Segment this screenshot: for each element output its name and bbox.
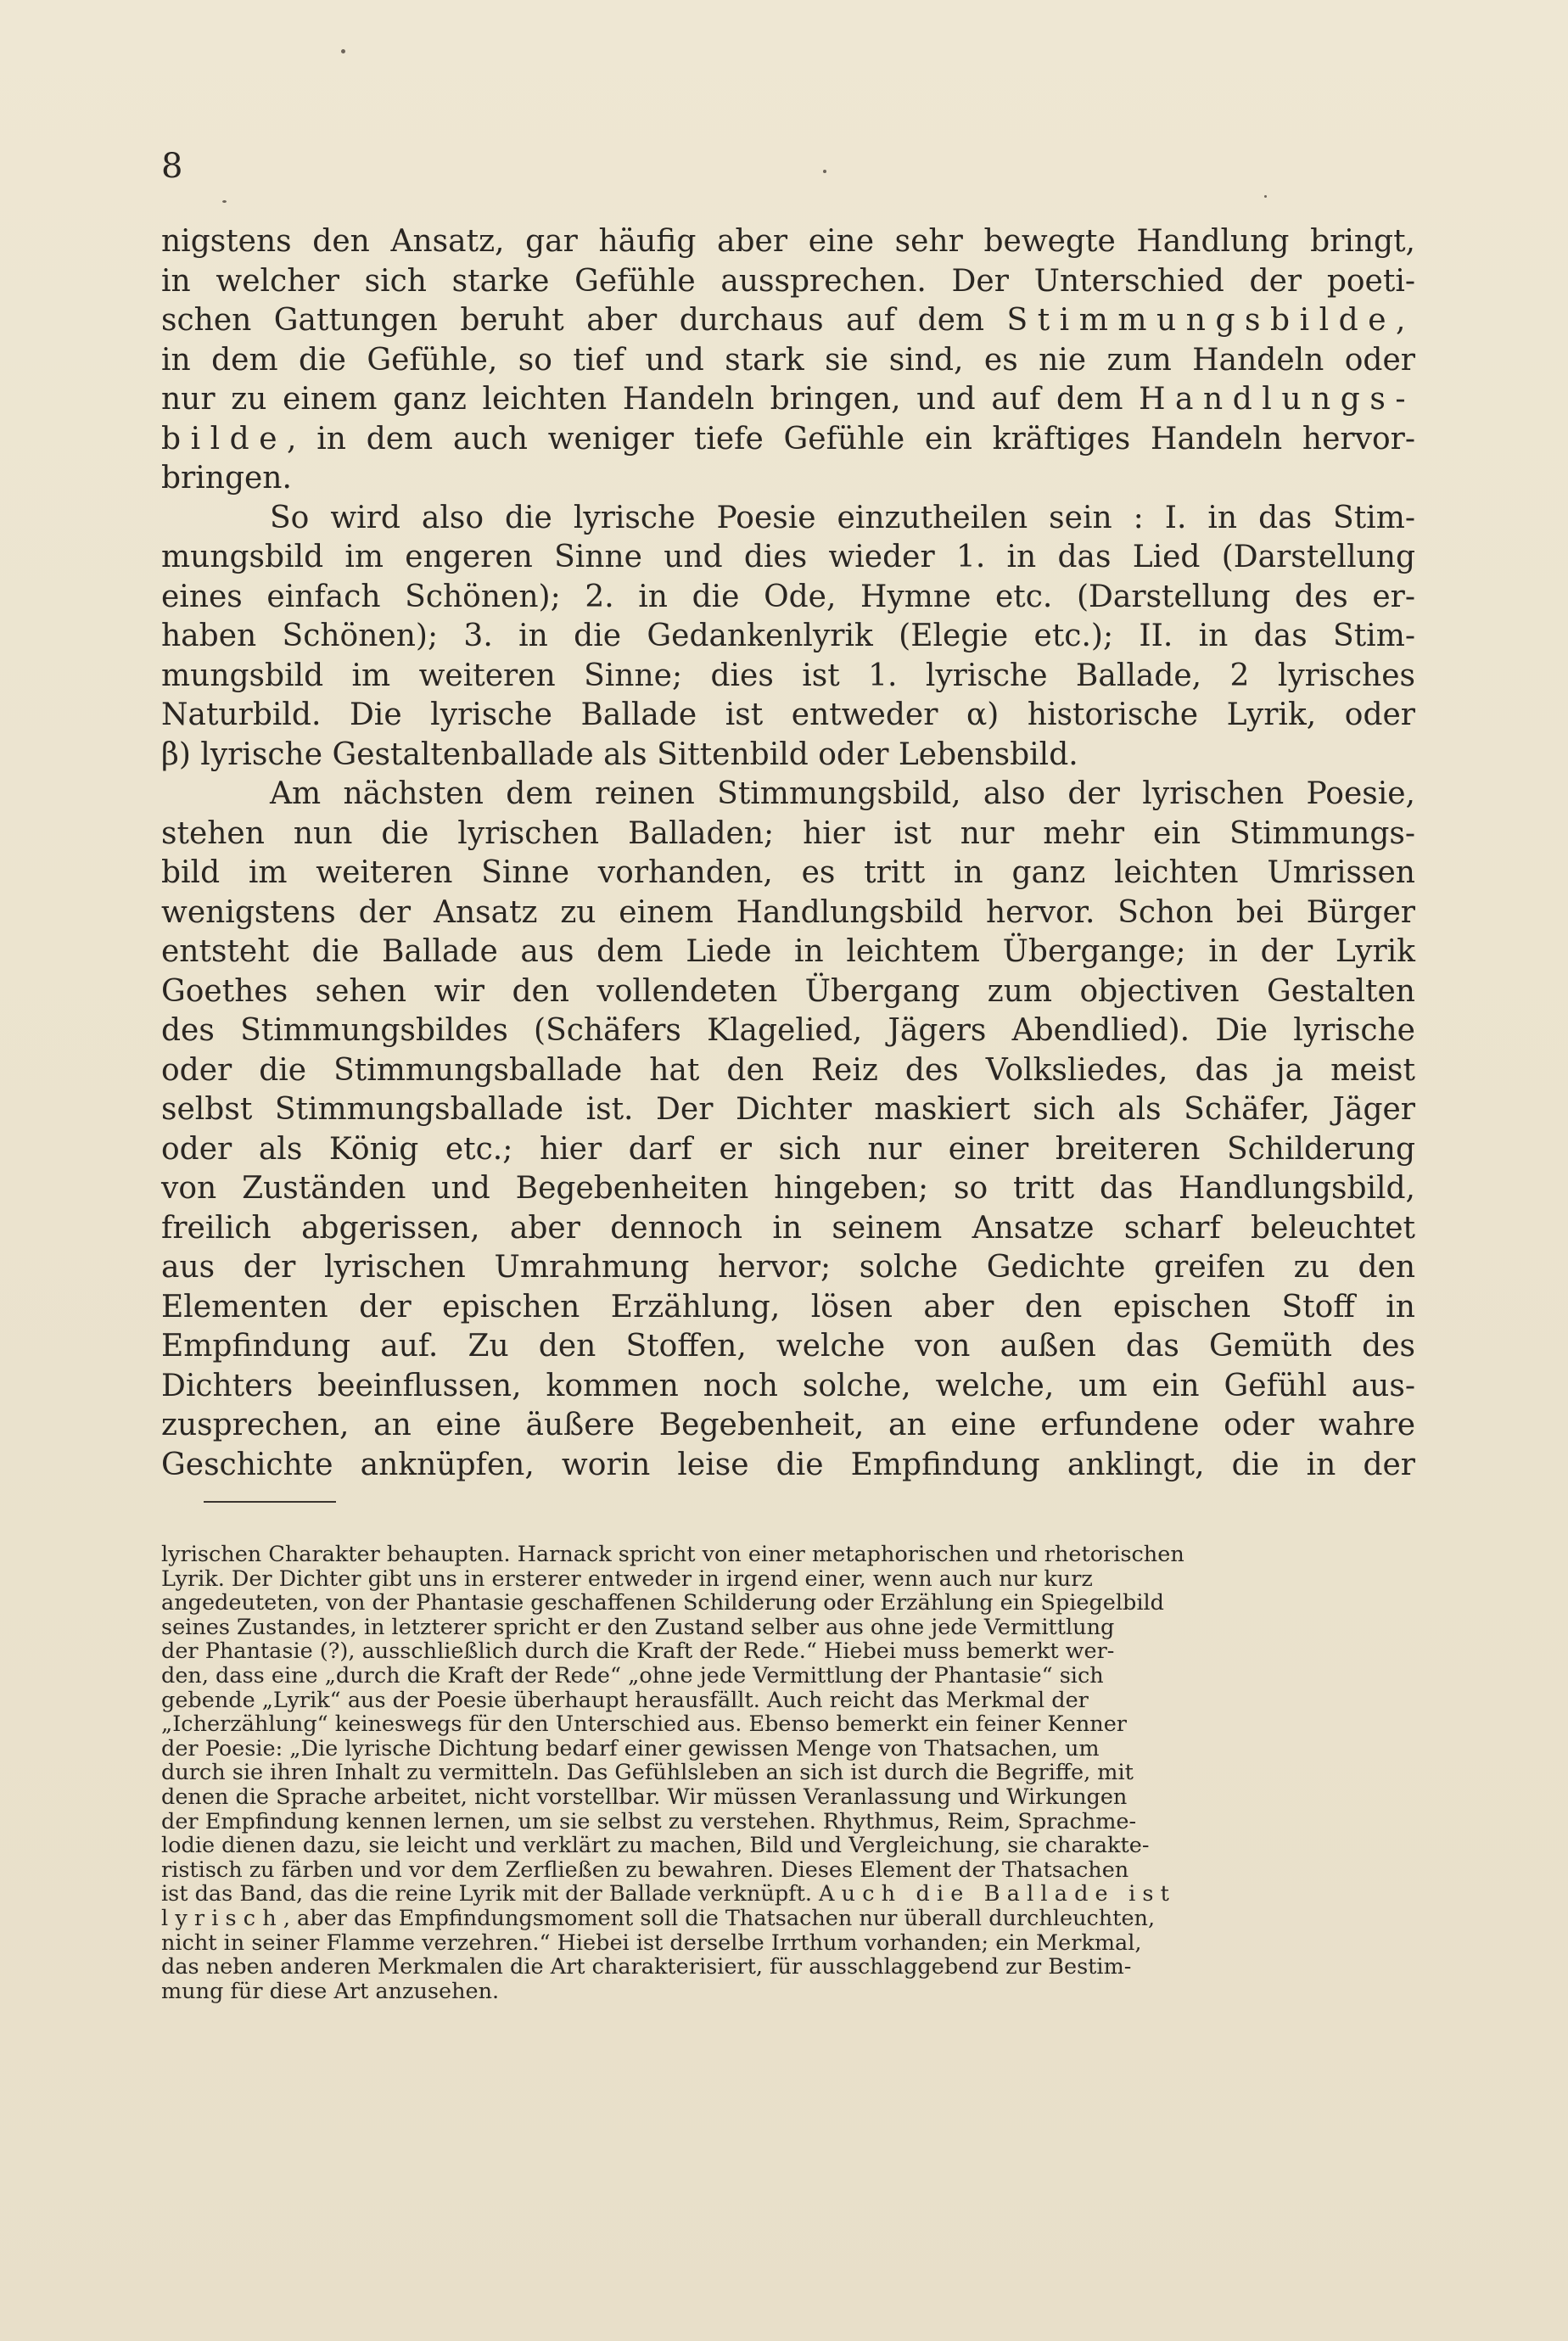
text-line bbox=[161, 380, 1415, 420]
emphasized-term: Stimmungsbilde, bbox=[1006, 303, 1415, 338]
emphasized-term: Auch die Ballade ist bbox=[819, 1882, 1177, 1907]
text-line: entsteht die Ballade aus dem Liede in leichtem Übergange; in der Lyrik bbox=[161, 934, 1415, 969]
text-line: von Zuständen und Begebenheiten hingeben; so tritt das Handlungsbild, bbox=[161, 1171, 1415, 1206]
footnote-line: nicht in seiner Flamme verzehren.“ Hiebei ist derselbe Irrthum vorhanden; ein Merkmal, bbox=[161, 1930, 1142, 1956]
text-line: Empfindung auf. Zu den Stoffen, welche von außen das Gemüth des bbox=[161, 1329, 1415, 1364]
footnote-line: angedeuteten, von der Phantasie geschaffenen Schilderung oder Erzählung ein Spiegelbild bbox=[161, 1591, 1165, 1616]
text-segment: schen Gattungen beruht aber durchaus auf dem bbox=[161, 303, 1007, 338]
text-line: Goethes sehen wir den vollendeten Übergang zum objectiven Gestalten bbox=[161, 973, 1415, 1009]
footnote-line: lodie dienen dazu, sie leicht und verklärt zu machen, Bild und Vergleichung, sie charakte- bbox=[161, 1834, 1150, 1858]
text-line: β) lyrische Gestaltenballade als Sittenbild oder Lebensbild. bbox=[161, 736, 1078, 772]
text-line: Geschichte anknüpfen, worin leise die Empfindung anklingt, die in der bbox=[161, 1447, 1415, 1482]
text-line: Am nächsten dem reinen Stimmungsbild, also der lyrischen Poesie, bbox=[270, 776, 1415, 811]
footnote-line: Lyrik. Der Dichter gibt uns in ersterer entweder in irgend einer, wenn auch nur kurz bbox=[161, 1566, 1093, 1592]
text-line: freilich abgerissen, aber dennoch in seinem Ansatze scharf beleuchtet bbox=[161, 1210, 1415, 1246]
footnote-line: denen die Sprache arbeitet, nicht vorstellbar. Wir müssen Veranlassung und Wirkungen bbox=[161, 1784, 1128, 1810]
text-line: in welcher sich starke Gefühle aussprechen. Der Unterschied der poeti- bbox=[161, 263, 1415, 299]
footnote-separator bbox=[204, 1501, 336, 1503]
text-line: oder die Stimmungsballade hat den Reiz des Volksliedes, das ja meist bbox=[161, 1052, 1415, 1088]
emphasized-term: bilde bbox=[161, 421, 288, 456]
text-line: mungsbild im weiteren Sinne; dies ist 1. lyrische Ballade, 2 lyrisches bbox=[161, 658, 1415, 693]
text-line: aus der lyrischen Umrahmung hervor; solche Gedichte greifen zu den bbox=[161, 1250, 1415, 1285]
emphasized-term: Handlungs- bbox=[1139, 382, 1415, 417]
footnote-line: seines Zustandes, in letzterer spricht er den Zustand selber aus ohne jede Vermittlung bbox=[161, 1615, 1115, 1640]
text-line: selbst Stimmungsballade ist. Der Dichter maskiert sich als Schäfer, Jäger bbox=[161, 1092, 1415, 1127]
text-line bbox=[161, 301, 1415, 341]
footnote-line bbox=[161, 1907, 1415, 1931]
paper-speck bbox=[823, 170, 826, 173]
paper-speck bbox=[1264, 195, 1267, 198]
text-line: Elementen der epischen Erzählung, lösen aber den epischen Stoff in bbox=[161, 1289, 1415, 1325]
text-line: in dem die Gefühle, so tief und stark sie sind, es nie zum Handeln oder bbox=[161, 342, 1415, 378]
footnote-line: gebende „Lyrik“ aus der Poesie überhaupt herausfällt. Auch reicht das Merkmal der bbox=[161, 1688, 1089, 1713]
footnote-line: ristisch zu färben und vor dem Zerfließen zu bewahren. Dieses Element der Thatsachen bbox=[161, 1857, 1129, 1883]
text-segment: ist das Band, das die reine Lyrik mit der Ballade verknüpft. bbox=[161, 1882, 820, 1907]
text-segment: nur zu einem ganz leichten Handeln bringen, und auf dem bbox=[161, 382, 1140, 417]
main-text bbox=[161, 222, 1415, 1485]
footnote-line: durch sie ihren Inhalt zu vermitteln. Das Gefühlsleben an sich ist durch die Begriffe, mit bbox=[161, 1761, 1134, 1785]
footnote bbox=[161, 1543, 1415, 2003]
footnote-line: der Phantasie (?), ausschließlich durch die Kraft der Rede.“ Hiebei muss bemerkt wer- bbox=[161, 1639, 1115, 1664]
footnote-line: der Empfindung kennen lernen, um sie selbst zu verstehen. Rhythmus, Reim, Sprachme- bbox=[161, 1809, 1137, 1834]
text-line bbox=[161, 420, 1415, 460]
text-line: bild im weiteren Sinne vorhanden, es tritt in ganz leichten Umrissen bbox=[161, 855, 1415, 890]
text-line: haben Schönen); 3. in die Gedankenlyrik (Elegie etc.); II. in das Stim- bbox=[161, 619, 1415, 653]
footnote-line: der Poesie: „Die lyrische Dichtung bedarf einer gewissen Menge von Thatsachen, um bbox=[161, 1736, 1100, 1761]
text-line: nigstens den Ansatz, gar häufig aber eine sehr bewegte Handlung bringt, bbox=[161, 224, 1415, 259]
footnote-line bbox=[161, 1882, 1415, 1907]
text-line: Dichters beeinflussen, kommen noch solche, welche, um ein Gefühl aus- bbox=[161, 1368, 1415, 1403]
text-line: oder als König etc.; hier darf er sich nur einer breiteren Schilderung bbox=[161, 1131, 1415, 1167]
footnote-line: lyrischen Charakter behaupten. Harnack spricht von einer metaphorischen und rhetorischen bbox=[161, 1543, 1184, 1567]
text-line: des Stimmungsbildes (Schäfers Klagelied, Jägers Abendlied). Die lyrische bbox=[161, 1013, 1415, 1048]
text-line: bringen. bbox=[161, 461, 292, 496]
text-line: So wird also die lyrische Poesie einzutheilen sein : I. in das Stim- bbox=[270, 500, 1415, 535]
text-segment: , aber das Empfindungsmoment soll die Thatsachen nur überall durchleuchten, bbox=[283, 1906, 1156, 1931]
page-number: 8 bbox=[161, 147, 183, 186]
emphasized-term: lyrisch bbox=[161, 1906, 283, 1931]
footnote-line: den, dass eine „durch die Kraft der Rede“ „ohne jede Vermittlung der Phantasie“ sich bbox=[161, 1663, 1104, 1689]
text-line: Naturbild. Die lyrische Ballade ist entweder α) historische Lyrik, oder bbox=[161, 697, 1415, 732]
footnote-line: das neben anderen Merkmalen die Art charakterisiert, für ausschlaggebend zur Bestim- bbox=[161, 1955, 1132, 1980]
text-line: zusprechen, an eine äußere Begebenheit, an eine erfundene oder wahre bbox=[161, 1408, 1415, 1442]
text-line: mungsbild im engeren Sinne und dies wieder 1. in das Lied (Darstellung bbox=[161, 540, 1415, 574]
paragraph-3 bbox=[161, 775, 1415, 1485]
footnote-line: mung für diese Art anzusehen. bbox=[161, 1979, 500, 2004]
paragraph-2 bbox=[161, 499, 1415, 776]
text-line: stehen nun die lyrischen Balladen; hier ist nur mehr ein Stimmungs- bbox=[161, 815, 1415, 851]
footnote-line: „Icherzählung“ keineswegs für den Unterschied aus. Ebenso bemerkt ein feiner Kenner bbox=[161, 1712, 1127, 1737]
text-line: eines einfach Schönen); 2. in die Ode, Hymne etc. (Darstellung des er- bbox=[161, 579, 1415, 614]
text-line: wenigstens der Ansatz zu einem Handlungsbild hervor. Schon bei Bürger bbox=[161, 894, 1415, 930]
paper-speck bbox=[222, 200, 227, 203]
paper-speck bbox=[341, 49, 345, 53]
text-segment: , in dem auch weniger tiefe Gefühle ein kräftiges Handeln hervor- bbox=[287, 421, 1415, 456]
paragraph-1 bbox=[161, 222, 1415, 499]
